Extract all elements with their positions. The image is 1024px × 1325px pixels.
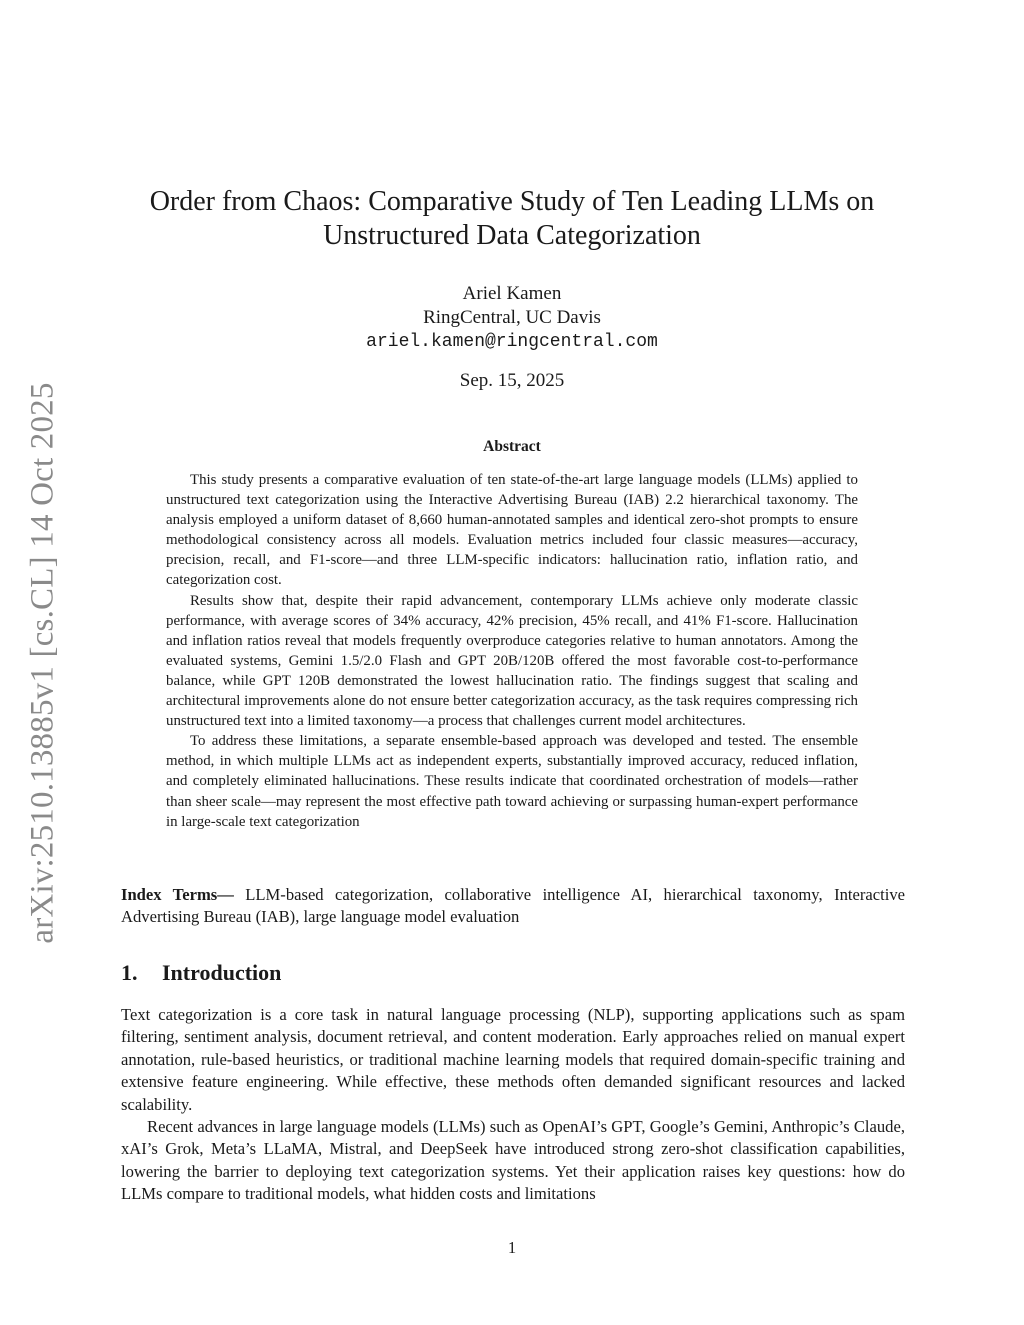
abstract-paragraph: To address these limitations, a separate ensemble-based approach was developed and tested. The ensemble method, in which multiple LLMs act as independent experts, substantially improved accuracy, reduced inflation, and completely eliminated hallucinations. These results indicate that coordinated orchestration of models—rather than sheer scale—may represent the most effective path toward achieving or surpassing human-expert performance in large-scale text categorization [166,733,858,830]
index-terms-text: LLM-based categorization, collaborative intelligence AI, hierarchical taxonomy, Interactive Advertising Bureau (IAB), large language model evaluation [121,885,906,926]
index-terms [121,884,905,928]
title-line: Order from Chaos: Comparative Study of Ten Leading LLMs on [149,186,875,217]
body-paragraph: Text categorization is a core task in natural language processing (NLP), supporting applications such as spam filtering, sentiment analysis, document retrieval, and content moderation. Early approaches relied on manual expert annotation, rule-based heuristics, or traditional machine learning models that required domain-specific training and extensive feature engineering. While effective, these methods often demanded significant resources and lacked scalability. [121,1005,905,1114]
section-title: Introduction [162,960,282,985]
author-name: Ariel Kamen [462,283,562,304]
body-paragraph: Recent advances in large language models (LLMs) such as OpenAI’s GPT, Google’s Gemini, Anthropic’s Claude, xAI’s Grok, Meta’s LLaMA, Mistral, and DeepSeek have introduced strong zero-shot classification capabilities, lowering the barrier to deploying text categorization systems. Yet their application raises key questions: how do LLMs compare to traditional models, what hidden costs and limitations [121,1117,905,1204]
publication-date: Sep. 15, 2025 [459,370,565,391]
abstract-heading: Abstract [483,438,541,455]
author-affiliation: RingCentral, UC Davis [423,307,601,328]
author-block [200,282,824,354]
page-number: 1 [507,1238,517,1257]
title-line: Unstructured Data Categorization [323,220,701,251]
index-terms-label: Index Terms— [121,885,234,904]
introduction-body [121,1004,905,1206]
abstract-body [166,470,858,832]
section-number: 1. [121,960,138,985]
abstract-paragraph: Results show that, despite their rapid advancement, contemporary LLMs achieve only moderate classic performance, with average scores of 34% accuracy, 42% precision, 45% recall, and 41% F1-score. Hallucination and inflation ratios reveal that models frequently overproduce categories relative to human annotators. Among the evaluated systems, Gemini 1.5/2.0 Flash and GPT 20B/120B offered the most favorable cost-to-performance balance, while GPT 120B demonstrated the lowest hallucination ratio. The findings suggest that scaling and architectural improvements alone do not ensure better categorization accuracy, as the task requires compressing rich unstructured text into a limited taxonomy—a process that challenges current model architectures. [166,592,858,730]
section-heading-introduction [121,960,281,986]
arxiv-identifier-stamp: arXiv:2510.13885v1 [cs.CL] 14 Oct 2025 [24,382,61,944]
abstract-paragraph: This study presents a comparative evaluation of ten state-of-the-art large language models (LLMs) applied to unstructured text categorization using the Interactive Advertising Bureau (IAB) 2.2 hierarchical taxonomy. The analysis employed a uniform dataset of 8,660 human-annotated samples and identical zero-shot prompts to ensure methodological consistency across all models. Evaluation metrics included four classic measures—accuracy, precision, recall, and F1-score—and three LLM-specific indicators: hallucination ratio, inflation ratio, and categorization cost. [166,472,858,589]
author-email: ariel.kamen@ringcentral.com [366,332,658,352]
paper-title [100,185,924,253]
